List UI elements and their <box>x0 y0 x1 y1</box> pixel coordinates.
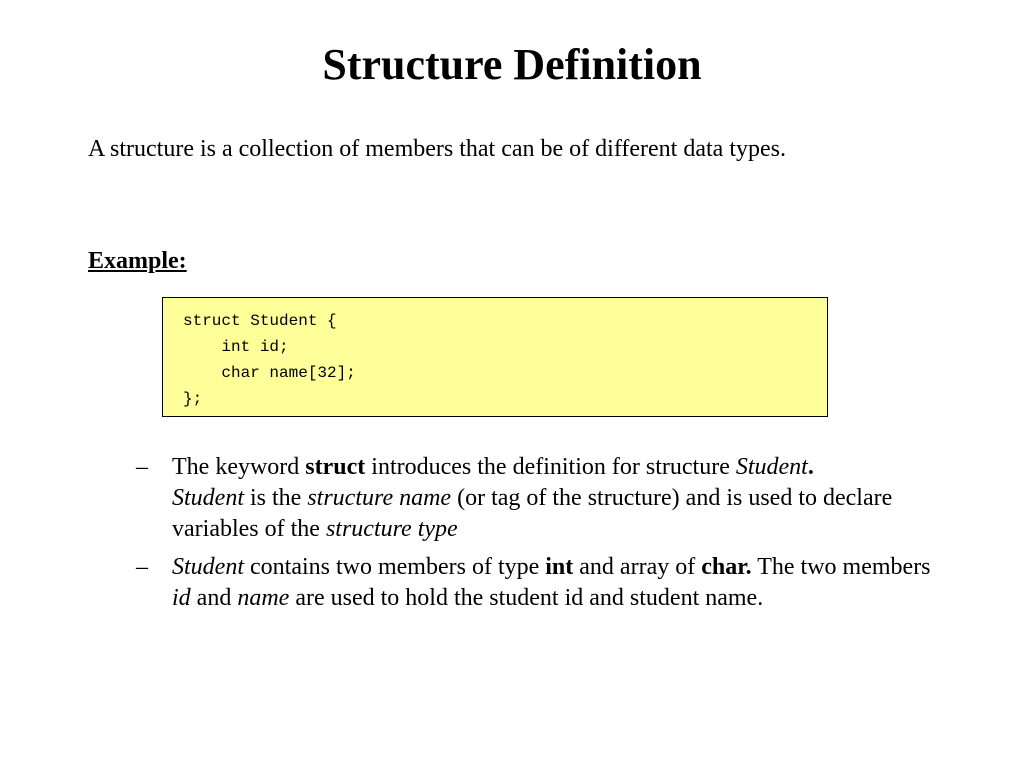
slide-title: Structure Definition <box>322 40 702 89</box>
code-block <box>162 297 828 417</box>
keyword-char: char. <box>701 554 752 580</box>
bullet-text: and array of <box>573 554 702 580</box>
bullet-text: The keyword <box>172 454 306 480</box>
struct-name-emphasis: Student <box>172 485 244 511</box>
bullet-text: The two members <box>751 554 931 580</box>
intro-text: A structure is a collection of members that can be of different data types. <box>88 136 786 162</box>
code-line: struct Student { <box>183 312 337 330</box>
dash-marker: – <box>136 454 148 480</box>
member-name: name <box>237 585 290 611</box>
bullet-item-members <box>136 552 946 614</box>
keyword-struct: struct <box>305 454 366 480</box>
term-structure-type: structure type <box>325 516 458 542</box>
bullet-text: is the <box>244 485 308 511</box>
bullet-text: . <box>807 454 814 480</box>
bullet-item-struct-keyword <box>136 452 946 545</box>
bullet-text: and <box>190 585 238 611</box>
member-id: id <box>172 585 191 611</box>
bullet-list <box>136 452 946 621</box>
dash-marker: – <box>136 554 148 580</box>
example-label: Example: <box>88 248 187 274</box>
bullet-text: introduces the definition for structure <box>365 454 736 480</box>
bullet-text: (or tag of the structure) and is used to declare variables of the <box>172 485 893 542</box>
struct-name-emphasis: Student <box>735 454 808 480</box>
keyword-int: int <box>545 554 574 580</box>
struct-name-emphasis: Student <box>172 554 244 580</box>
bullet-text: are used to hold the student id and student name. <box>289 585 764 611</box>
code-line: char name[32]; <box>183 364 356 382</box>
code-line: int id; <box>183 338 289 356</box>
bullet-text: contains two members of type <box>244 554 546 580</box>
code-line: }; <box>183 390 203 408</box>
term-structure-name: structure name <box>307 485 452 511</box>
